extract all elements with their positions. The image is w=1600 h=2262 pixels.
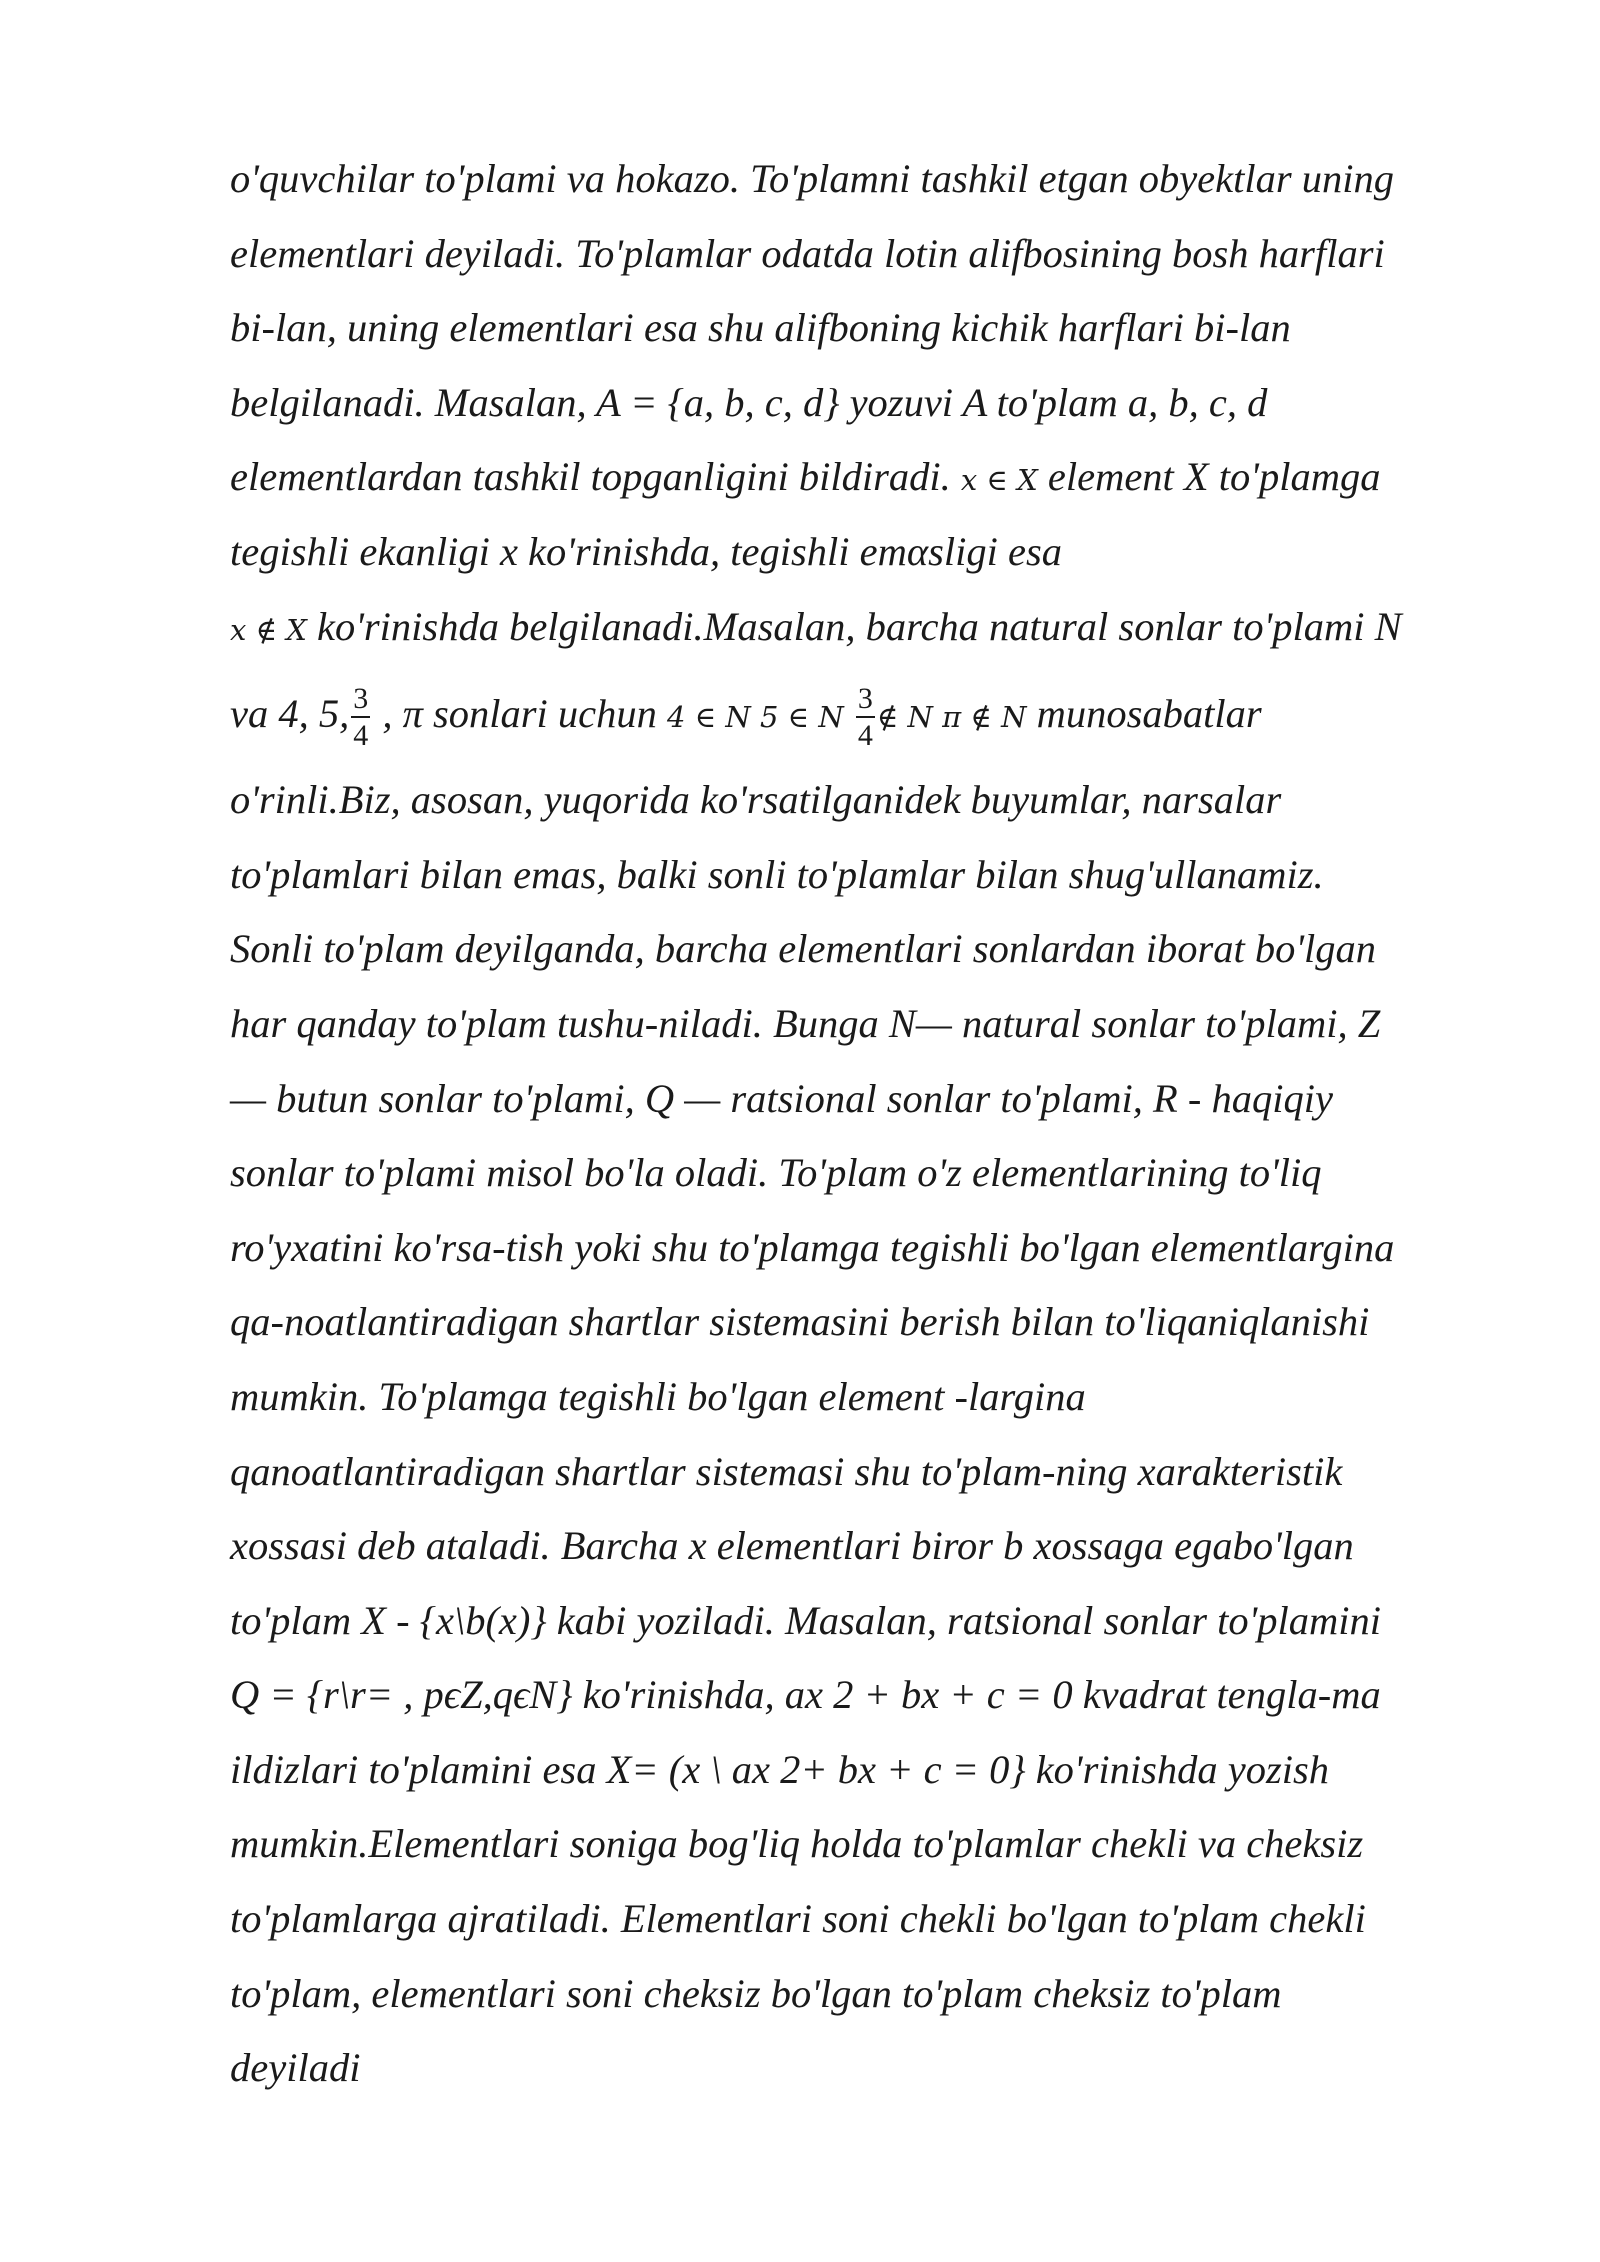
non-membership-formula: ∉ N π ∉ N (876, 700, 1027, 735)
fraction (856, 684, 875, 751)
line-text: , π sonlari uchun (382, 691, 657, 737)
text-line: belgilanadi. Masalan, A = {a, b, c, d} yozuvi A to'plam a, b, c, d (230, 379, 1268, 425)
fraction-numerator: 3 (856, 684, 875, 718)
text-line: ro'yxatini ko'rsa-tish yoki shu to'plamga tegishli bo'lgan elementlargina (230, 1224, 1395, 1270)
fraction (351, 684, 370, 751)
text-line: qa-noatlantiradigan shartlar sistemasini berish bilan to'liqaniqlanishi (230, 1299, 1370, 1345)
text-line: xossasi deb ataladi. Barcha x elementlari biror b xossaga egabo'lgan (230, 1523, 1354, 1569)
text-line: Q = {r\r= , pϵZ,qϵN} ko'rinishda, ax 2 + bx + c = 0 kvadrat tengla-ma (230, 1672, 1381, 1718)
text-line: to'plam, elementlari soni cheksiz bo'lgan to'plam cheksiz to'plam (230, 1970, 1282, 2016)
element-of-formula: x ∈ X (960, 463, 1038, 498)
line-text: element X to'plamga (1047, 454, 1381, 500)
text-line: o'rinli.Biz, asosan, yuqorida ko'rsatilganidek buyumlar, narsalar (230, 777, 1282, 823)
text-line: ildizlari to'plamini esa X= (x \ ax 2+ bx + c = 0} ko'rinishda yozish (230, 1746, 1329, 1792)
fraction-numerator: 3 (351, 684, 370, 718)
fraction-denominator: 4 (857, 719, 873, 753)
text-line: tegishli ekanligi x ko'rinishda, tegishli emαsligi esa (230, 528, 1062, 574)
text-line: deyiladi (230, 2045, 361, 2091)
text-line-with-fractions (230, 664, 1530, 763)
text-line (230, 440, 1530, 515)
text-line: elementlari deyiladi. To'plamlar odatda lotin alifbosining bosh harflari (230, 230, 1385, 276)
line-text: elementlardan tashkil topganligini bildiradi. (230, 454, 951, 500)
text-line: sonlar to'plami misol bo'la oladi. To'plam o'z elementlarining to'liq (230, 1150, 1322, 1196)
text-line: Sonli to'plam deyilganda, barcha elementlari sonlardan iborat bo'lgan (230, 926, 1377, 972)
body-text (230, 142, 1530, 2106)
membership-formula: 4 ∈ N 5 ∈ N (667, 700, 844, 735)
text-line: mumkin.Elementlari soniga bog'liq holda to'plamlar chekli va cheksiz (230, 1821, 1364, 1867)
text-line: qanoatlantiradigan shartlar sistemasi shu to'plam-ning xarakteristik (230, 1448, 1343, 1494)
text-line: to'plam X - {x\b(x)} kabi yoziladi. Masalan, ratsional sonlar to'plamini (230, 1597, 1382, 1643)
text-line: o'quvchilar to'plami va hokazo. To'plamni tashkil etgan obyektlar uning (230, 156, 1395, 201)
not-element-of-formula: x ∉ X (230, 612, 307, 647)
fraction-denominator: 4 (353, 719, 369, 753)
text-line: bi-lan, uning elementlari esa shu alifboning kichik harflari bi-lan (230, 305, 1291, 351)
text-line: — butun sonlar to'plami, Q — ratsional sonlar to'plami, R - haqiqiy (230, 1075, 1334, 1121)
text-line (230, 590, 1530, 665)
text-line: to'plamlari bilan emas, balki sonli to'plamlar bilan shug'ullanamiz. (230, 851, 1324, 897)
line-text: munosabatlar (1036, 691, 1262, 737)
text-line: mumkin. To'plamga tegishli bo'lgan element -largina (230, 1373, 1086, 1419)
line-text: ko'rinishda belgilanadi.Masalan, barcha natural sonlar to'plami N (317, 603, 1402, 649)
line-text: va 4, 5, (230, 691, 350, 737)
text-line: har qanday to'plam tushu-niladi. Bunga N— natural sonlar to'plami, Z (230, 1000, 1381, 1046)
text-line: to'plamlarga ajratiladi. Elementlari soni chekli bo'lgan to'plam chekli (230, 1896, 1366, 1942)
